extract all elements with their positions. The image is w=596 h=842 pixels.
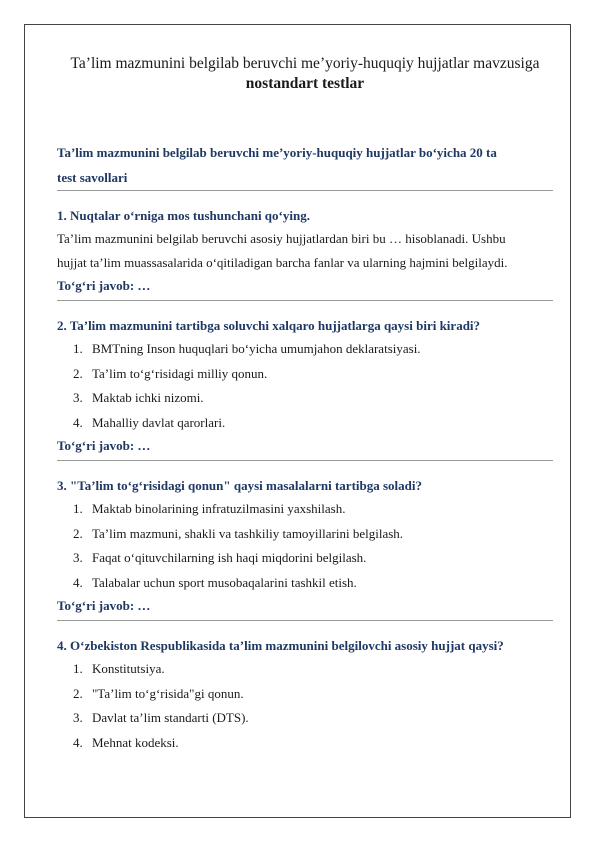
title-line-2: nostandart testlar xyxy=(245,75,365,92)
option-text: Davlat ta’lim standarti (DTS). xyxy=(92,710,249,725)
option-number: 4. xyxy=(73,574,83,590)
option-number: 2. xyxy=(73,365,83,381)
option-number: 3. xyxy=(73,550,83,565)
question-4-options xyxy=(57,657,553,755)
question-2-options xyxy=(57,337,553,435)
question-4-option-3 xyxy=(73,706,553,731)
question-2-title: 2. Ta’lim mazmunini tartibga soluvchi xalqaro hujjatlarga qaysi biri kiradi? xyxy=(57,318,481,333)
option-number: 4. xyxy=(73,414,83,430)
question-1-text-line-2: hujjat ta’lim muassasalarida o‘qitiladigan barcha fanlar va ularning hajmini belgilaydi. xyxy=(57,255,508,270)
question-4-option-4 xyxy=(73,731,553,756)
option-number: 2. xyxy=(73,525,83,541)
option-text: "Ta’lim to‘g‘risida"gi qonun. xyxy=(92,685,244,701)
section-heading xyxy=(57,140,553,190)
question-4-title: 4. O‘zbekiston Respublikasida ta’lim mazmunini belgilovchi asosiy hujjat qaysi? xyxy=(57,638,504,653)
option-number: 4. xyxy=(73,734,83,750)
question-1-text-line-1: Ta’lim mazmunini belgilab beruvchi asosiy hujjatlardan biri bu … hisoblanadi. Ushbu xyxy=(57,231,506,246)
question-2-answer: To‘g‘ri javob: … xyxy=(57,438,151,453)
question-3-option-2 xyxy=(73,522,553,547)
option-text: Talabalar uchun sport musobaqalarini tashkil etish. xyxy=(92,574,357,590)
question-4-option-1 xyxy=(73,657,553,682)
question-2-option-4 xyxy=(73,411,553,436)
option-text: Maktab binolarining infratuzilmasini yaxshilash. xyxy=(92,501,346,516)
question-2-option-3 xyxy=(73,386,553,411)
title-line-1: Ta’lim mazmunini belgilab beruvchi me’yoriy-huquqiy hujjatlar mavzusiga xyxy=(70,55,540,72)
option-text: Mehnat kodeksi. xyxy=(92,734,179,750)
option-text: Ta’lim to‘g‘risidagi milliy qonun. xyxy=(92,365,268,381)
question-3-option-4 xyxy=(73,571,553,596)
option-number: 1. xyxy=(73,661,83,676)
question-2-option-2 xyxy=(73,362,553,387)
option-number: 3. xyxy=(73,390,83,405)
question-3-title: 3. "Ta’lim to‘g‘risidagi qonun" qaysi masalalarni tartibga soladi? xyxy=(57,478,423,493)
question-1-answer: To‘g‘ri javob: … xyxy=(57,278,151,293)
question-1-title: 1. Nuqtalar o‘rniga mos tushunchani qo‘ying. xyxy=(57,208,310,223)
option-text: BMTning Inson huquqlari bo‘yicha umumjahon deklaratsiyasi. xyxy=(92,341,421,356)
document-body xyxy=(57,140,553,755)
question-4-option-2 xyxy=(73,682,553,707)
question-1-text xyxy=(57,227,553,275)
option-text: Maktab ichki nizomi. xyxy=(92,390,204,405)
option-number: 2. xyxy=(73,685,83,701)
option-text: Mahalliy davlat qarorlari. xyxy=(92,414,226,430)
question-3-option-3 xyxy=(73,546,553,571)
option-text: Ta’lim mazmuni, shakli va tashkiliy tamoyillarini belgilash. xyxy=(92,525,404,541)
option-number: 1. xyxy=(73,341,83,356)
option-number: 1. xyxy=(73,501,83,516)
question-3-option-1 xyxy=(73,497,553,522)
document-title xyxy=(40,54,570,94)
question-3-options xyxy=(57,497,553,595)
option-text: Faqat o‘qituvchilarning ish haqi miqdorini belgilash. xyxy=(92,550,367,565)
option-number: 3. xyxy=(73,710,83,725)
section-heading-line-2: test savollari xyxy=(57,170,128,185)
section-heading-line-1: Ta’lim mazmunini belgilab beruvchi me’yoriy-huquqiy hujjatlar bo‘yicha 20 ta xyxy=(57,145,497,160)
question-3-answer: To‘g‘ri javob: … xyxy=(57,598,151,613)
question-2-option-1 xyxy=(73,337,553,362)
option-text: Konstitutsiya. xyxy=(92,661,165,676)
